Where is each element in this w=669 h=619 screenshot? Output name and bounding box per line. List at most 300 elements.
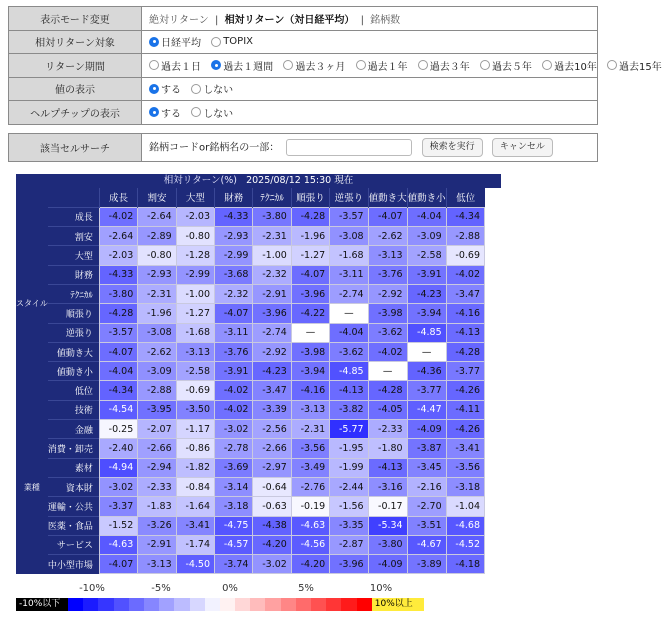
heatmap-cell[interactable]: -3.35 [330,516,368,535]
heatmap-cell[interactable]: -4.02 [99,207,137,226]
heatmap-cell[interactable]: -2.31 [253,227,291,246]
heatmap-cell[interactable]: -4.75 [215,516,253,535]
radio-label: 過去１年 [367,61,408,73]
legend-ticks [16,583,436,596]
heatmap-row [16,458,485,477]
radio-option-3y[interactable] [418,58,470,73]
heatmap-cell[interactable]: -3.62 [330,342,368,361]
heatmap-cell[interactable]: -2.56 [253,420,291,439]
heatmap-cell[interactable]: -1.52 [99,516,137,535]
heatmap-row [16,246,485,265]
legend-tick-label: 5% [298,583,314,594]
heatmap-group-label: スタイル [16,207,48,400]
radio-icon[interactable] [191,84,201,94]
separator: | [360,14,364,26]
heatmap-cell[interactable]: -2.94 [138,458,176,477]
heatmap-cell[interactable]: -3.94 [407,304,446,323]
legend-color-segment [341,598,356,611]
heatmap-cell[interactable]: -4.38 [253,516,291,535]
heatmap-cell[interactable]: -4.07 [291,265,329,284]
heatmap-cell[interactable]: -4.36 [407,362,446,381]
heatmap-cell[interactable]: -2.74 [330,284,368,303]
radio-icon[interactable] [211,37,221,47]
heatmap-row-label: 資本財 [48,477,100,496]
heatmap-cell[interactable]: -4.50 [176,555,214,574]
heatmap-row-label: 技術 [48,400,100,419]
heatmap-row-label: 割安 [48,227,100,246]
heatmap-cell[interactable]: -2.99 [215,246,253,265]
heatmap-cell[interactable]: -5.77 [330,420,368,439]
heatmap-cell[interactable]: -1.80 [368,439,407,458]
link-absolute-return[interactable]: 絶対リターン [149,14,209,26]
heatmap-cell[interactable]: -2.88 [446,227,484,246]
heatmap-cell[interactable]: -4.47 [407,400,446,419]
heatmap-row [16,342,485,361]
heatmap-cell[interactable]: -1.68 [176,323,214,342]
heatmap-cell[interactable]: -4.07 [368,207,407,226]
heatmap-cell[interactable]: -4.05 [368,400,407,419]
radio-icon[interactable] [418,60,428,70]
heatmap-table [16,188,485,574]
heatmap-row-label: 大型 [48,246,100,265]
heatmap-cell[interactable]: -2.70 [407,497,446,516]
heatmap-cell[interactable]: -1.96 [291,227,329,246]
search-controls [142,134,598,162]
search-label: 該当セルサーチ [9,134,142,162]
heatmap-cell[interactable]: -2.66 [138,439,176,458]
heatmap-cell[interactable]: -3.26 [138,516,176,535]
heatmap-cell[interactable]: -2.64 [138,207,176,226]
link-relative-return[interactable]: 相対リターン（対日経平均） [224,14,355,26]
radio-selected-icon[interactable] [149,107,159,117]
heatmap-row-label: サービス [48,535,100,554]
heatmap-cell[interactable]: -4.34 [446,207,484,226]
heatmap-cell[interactable]: -2.89 [138,227,176,246]
heatmap-cell[interactable]: -3.09 [407,227,446,246]
heatmap-cell[interactable]: -3.74 [215,555,253,574]
heatmap-row-label: 医薬・食品 [48,516,100,535]
heatmap-cell[interactable]: -4.09 [368,555,407,574]
heatmap-cell[interactable]: -4.28 [99,304,137,323]
heatmap-cell[interactable]: -4.16 [446,304,484,323]
heatmap-cell[interactable]: -4.85 [330,362,368,381]
heatmap-cell[interactable]: -1.00 [176,284,214,303]
radio-icon[interactable] [607,60,617,70]
heatmap-cell[interactable]: -2.44 [330,477,368,496]
heatmap-cell[interactable]: -3.41 [446,439,484,458]
heatmap-cell[interactable]: -2.91 [138,535,176,554]
radio-icon[interactable] [356,60,366,70]
radio-label: 過去３ヶ月 [295,61,346,73]
heatmap-cell[interactable]: -4.67 [407,535,446,554]
heatmap-cell[interactable]: -3.91 [215,362,253,381]
legend-tick-label: -10% [79,583,105,594]
heatmap-row-label: 消費・卸売 [48,439,100,458]
radio-option-show-no[interactable] [191,81,233,96]
display-mode-options [142,7,598,31]
heatmap-cell[interactable]: -4.02 [215,381,253,400]
radio-option-1w[interactable] [211,58,273,73]
heatmap-cell[interactable]: -1.00 [253,246,291,265]
heatmap-cell[interactable]: -4.02 [446,265,484,284]
heatmap-column-header: 割安 [138,188,176,207]
heatmap-row [16,362,485,381]
heatmap-column-header: 値動き大 [368,188,407,207]
heatmap-cell[interactable]: -0.80 [138,246,176,265]
heatmap-cell[interactable]: -3.49 [291,458,329,477]
legend-color-segment [83,598,98,611]
heatmap-column-header: 値動き小 [407,188,446,207]
heatmap-cell[interactable]: -3.87 [407,439,446,458]
heatmap-cell[interactable]: -3.08 [330,227,368,246]
heatmap-cell[interactable]: -4.23 [253,362,291,381]
heatmap-cell[interactable]: -2.31 [138,284,176,303]
heatmap-cell[interactable]: -2.33 [138,477,176,496]
heatmap-cell[interactable]: -4.07 [215,304,253,323]
heatmap-cell[interactable]: -3.77 [446,362,484,381]
heatmap-cell[interactable]: -3.51 [407,516,446,535]
heatmap-header-row [16,188,485,207]
heatmap-cell[interactable]: -2.62 [138,342,176,361]
heatmap-cell[interactable]: -4.34 [99,381,137,400]
search-prompt: 銘柄コードor銘柄名の一部： [149,142,280,154]
heatmap-cell[interactable]: -4.04 [99,362,137,381]
heatmap-cell[interactable]: -2.33 [368,420,407,439]
heatmap-row-label: 値動き小 [48,362,100,381]
heatmap-cell[interactable]: — [407,342,446,361]
heatmap-cell[interactable]: -2.03 [99,246,137,265]
radio-icon[interactable] [480,60,490,70]
heatmap-cell[interactable]: -3.69 [215,458,253,477]
heatmap-cell[interactable]: -4.09 [407,420,446,439]
heatmap-cell[interactable]: -4.02 [368,342,407,361]
heatmap-column-header: 大型 [176,188,214,207]
heatmap-cell[interactable]: -2.62 [368,227,407,246]
heatmap-cell[interactable]: -2.88 [138,381,176,400]
heatmap-cell[interactable]: -2.91 [253,284,291,303]
heatmap-cell[interactable]: — [368,362,407,381]
heatmap-title-bar [16,174,501,188]
heatmap-cell[interactable]: -4.04 [330,323,368,342]
heatmap-column-header: 財務 [215,188,253,207]
heatmap-cell[interactable]: -1.28 [176,246,214,265]
show-values-options [142,77,598,101]
heatmap-cell[interactable]: -2.93 [138,265,176,284]
heatmap-cell[interactable]: -2.97 [253,458,291,477]
heatmap-cell[interactable]: -1.17 [176,420,214,439]
heatmap-cell[interactable]: -4.94 [99,458,137,477]
legend-color-segment [144,598,159,611]
radio-option-1d[interactable] [149,58,201,73]
heatmap-cell[interactable]: -2.92 [253,342,291,361]
heatmap-cell[interactable]: -3.80 [99,284,137,303]
heatmap-cell[interactable]: -4.16 [291,381,329,400]
heatmap-cell[interactable]: -3.08 [138,323,176,342]
heatmap-cell[interactable]: -2.16 [407,477,446,496]
heatmap-cell[interactable]: -0.64 [253,477,291,496]
heatmap-cell[interactable]: -2.78 [215,439,253,458]
heatmap-cell[interactable]: -4.57 [215,535,253,554]
heatmap-cell[interactable]: -4.28 [446,342,484,361]
heatmap-cell[interactable]: -1.96 [138,304,176,323]
heatmap-cell[interactable]: -3.91 [407,265,446,284]
radio-option-help-no[interactable] [191,105,233,120]
heatmap-row [16,497,485,516]
heatmap-cell[interactable]: -4.13 [446,323,484,342]
heatmap-cell[interactable]: -2.58 [407,246,446,265]
heatmap-cell[interactable]: -1.83 [138,497,176,516]
heatmap-cell[interactable]: -2.32 [215,284,253,303]
heatmap-cell[interactable]: -4.13 [330,381,368,400]
heatmap-cell[interactable]: -4.20 [253,535,291,554]
radio-label: 過去10年 [554,61,597,73]
legend-tick-label: 0% [222,583,238,594]
radio-option-3m[interactable] [283,58,345,73]
heatmap-cell[interactable]: -3.18 [215,497,253,516]
heatmap-cell[interactable]: -3.39 [253,400,291,419]
heatmap-cell[interactable]: -2.92 [368,284,407,303]
heatmap-cell[interactable]: -3.95 [138,400,176,419]
heatmap-cell[interactable]: -4.52 [446,535,484,554]
heatmap-cell[interactable]: -4.28 [368,381,407,400]
heatmap-cell[interactable]: -0.25 [99,420,137,439]
separator: | [215,14,219,26]
heatmap-cell[interactable]: -3.13 [368,246,407,265]
radio-icon[interactable] [542,60,552,70]
heatmap-cell[interactable]: -4.68 [446,516,484,535]
legend-color-segment [174,598,189,611]
heatmap-row [16,516,485,535]
heatmap-cell[interactable]: -2.93 [215,227,253,246]
legend-color-segment [250,598,265,611]
heatmap-cell[interactable]: -3.57 [99,323,137,342]
heatmap-cell[interactable]: -1.74 [176,535,214,554]
legend-color-segment [190,598,205,611]
heatmap-row [16,439,485,458]
radio-label: 過去５年 [491,61,532,73]
heatmap-cell[interactable]: -0.17 [368,497,407,516]
heatmap-column-header: 成長 [99,188,137,207]
legend-tick-label: 10% [369,583,393,594]
heatmap-cell[interactable]: -3.68 [215,265,253,284]
legend-color-segment [220,598,235,611]
heatmap-cell[interactable]: -0.84 [176,477,214,496]
heatmap-cell[interactable]: -4.07 [99,555,137,574]
heatmap-cell[interactable]: -3.02 [99,477,137,496]
heatmap-cell[interactable]: -3.02 [253,555,291,574]
radio-selected-icon[interactable] [149,37,159,47]
radio-selected-icon[interactable] [211,60,221,70]
heatmap-cell[interactable]: -4.02 [215,400,253,419]
radio-option-1y[interactable] [356,58,408,73]
heatmap-cell[interactable]: -2.40 [99,439,137,458]
heatmap-cell[interactable]: -4.33 [99,265,137,284]
heatmap-cell[interactable]: -2.74 [253,323,291,342]
heatmap-cell[interactable]: -4.26 [446,381,484,400]
heatmap-cell[interactable]: -2.31 [291,420,329,439]
heatmap-cell[interactable]: -4.56 [291,535,329,554]
radio-option-topix[interactable] [211,36,253,47]
heatmap-cell[interactable]: -2.66 [253,439,291,458]
radio-label: 過去１日 [161,61,201,73]
heatmap-row [16,284,485,303]
heatmap-cell[interactable]: -0.80 [176,227,214,246]
heatmap-row-label: 値動き大 [48,342,100,361]
settings-label-display-mode: 表示モード変更 [9,7,142,31]
radio-option-nikkei[interactable] [149,34,201,49]
heatmap-cell[interactable]: — [330,304,368,323]
heatmap-cell[interactable]: -4.63 [99,535,137,554]
radio-icon[interactable] [283,60,293,70]
heatmap-cell[interactable]: -1.27 [291,246,329,265]
radio-label: 過去15年 [619,61,662,73]
radio-icon[interactable] [191,107,201,117]
heatmap-cell[interactable]: -4.07 [99,342,137,361]
heatmap-cell[interactable]: -1.04 [446,497,484,516]
heatmap-cell[interactable]: -2.32 [253,265,291,284]
legend-color-segment [235,598,250,611]
radio-option-15y[interactable] [607,58,662,73]
radio-label: 過去１週間 [223,61,274,73]
heatmap-cell[interactable]: -3.11 [330,265,368,284]
heatmap-cell[interactable]: -2.87 [330,535,368,554]
radio-label: 日経平均 [161,38,201,49]
heatmap-cell[interactable]: -2.58 [176,362,214,381]
heatmap-cell[interactable]: -1.99 [330,458,368,477]
radio-icon[interactable] [149,60,159,70]
heatmap-cell[interactable]: -3.98 [368,304,407,323]
radio-label: しない [203,108,234,120]
heatmap-row [16,265,485,284]
heatmap-cell[interactable]: -2.07 [138,420,176,439]
heatmap-cell[interactable]: -0.63 [253,497,291,516]
legend-color-segment [296,598,311,611]
cancel-button[interactable]: キャンセル [492,138,553,157]
heatmap-cell[interactable]: -4.28 [291,207,329,226]
heatmap-cell[interactable]: -4.33 [215,207,253,226]
heatmap-cell[interactable]: -3.09 [138,362,176,381]
heatmap-cell[interactable]: -1.95 [330,439,368,458]
heatmap-cell[interactable]: -4.22 [291,304,329,323]
heatmap-cell[interactable]: -4.54 [99,400,137,419]
heatmap-cell[interactable]: -4.26 [446,420,484,439]
heatmap-cell[interactable]: -3.57 [330,207,368,226]
heatmap-cell[interactable]: -3.82 [330,400,368,419]
heatmap-cell[interactable]: -3.96 [253,304,291,323]
heatmap-cell[interactable]: -3.76 [368,265,407,284]
heatmap-cell[interactable]: -3.16 [368,477,407,496]
heatmap-corner [16,188,99,207]
heatmap-cell[interactable]: -3.18 [446,477,484,496]
heatmap-cell[interactable]: -3.41 [176,516,214,535]
radio-option-show-yes[interactable] [149,81,181,96]
heatmap-cell[interactable]: -0.86 [176,439,214,458]
heatmap-cell[interactable]: -3.02 [215,420,253,439]
heatmap-cell[interactable]: -4.63 [291,516,329,535]
heatmap-cell[interactable]: -1.56 [330,497,368,516]
heatmap-row-label: 財務 [48,265,100,284]
heatmap-cell[interactable]: -3.77 [407,381,446,400]
search-input[interactable] [286,139,412,156]
heatmap-row [16,304,485,323]
heatmap-cell[interactable]: -1.27 [176,304,214,323]
legend-color-segment [357,598,372,611]
heatmap-row-label: 金融 [48,420,100,439]
legend-high-label: 10%以上 [372,598,424,611]
heatmap-row-label: 順張り [48,304,100,323]
heatmap-cell[interactable]: -0.69 [446,246,484,265]
heatmap-cell[interactable]: -3.50 [176,400,214,419]
heatmap-cell[interactable]: -3.14 [215,477,253,496]
heatmap-cell[interactable]: -3.13 [291,400,329,419]
radio-option-10y[interactable] [542,58,597,73]
heatmap-cell[interactable]: -1.82 [176,458,214,477]
heatmap-cell[interactable]: -1.64 [176,497,214,516]
heatmap-cell[interactable]: -3.89 [407,555,446,574]
heatmap-cell[interactable]: — [291,323,329,342]
heatmap-cell[interactable]: -3.11 [215,323,253,342]
heatmap-cell[interactable]: -4.23 [407,284,446,303]
settings-label-help-chip: ヘルプチップの表示 [9,101,142,125]
heatmap-cell[interactable]: -3.37 [99,497,137,516]
heatmap-cell[interactable]: -0.19 [291,497,329,516]
heatmap-cell[interactable]: -3.13 [138,555,176,574]
heatmap-cell[interactable]: -3.80 [368,535,407,554]
radio-option-5y[interactable] [480,58,532,73]
heatmap-cell[interactable]: -4.20 [291,555,329,574]
radio-label: する [161,85,181,96]
heatmap-cell[interactable]: -3.56 [291,439,329,458]
heatmap-cell[interactable]: -5.34 [368,516,407,535]
heatmap-cell[interactable]: -3.96 [291,284,329,303]
heatmap-cell[interactable]: -3.98 [291,342,329,361]
heatmap-cell[interactable]: -4.85 [407,323,446,342]
heatmap-cell[interactable]: -1.68 [330,246,368,265]
heatmap-cell[interactable]: -3.76 [215,342,253,361]
heatmap-cell[interactable]: -2.64 [99,227,137,246]
heatmap-cell[interactable]: -2.76 [291,477,329,496]
legend-color-segment [114,598,129,611]
heatmap-cell[interactable]: -4.18 [446,555,484,574]
return-period-options [142,54,662,78]
radio-label: TOPIX [223,36,253,47]
heatmap-cell[interactable]: -2.99 [176,265,214,284]
heatmap-cell[interactable]: -4.13 [368,458,407,477]
heatmap-cell[interactable]: -3.62 [368,323,407,342]
heatmap-row [16,227,485,246]
legend-color-segment [311,598,326,611]
relative-target-options [142,30,598,54]
radio-selected-icon[interactable] [149,84,159,94]
heatmap-cell[interactable]: -2.03 [176,207,214,226]
legend-color-segment [265,598,280,611]
heatmap-cell[interactable]: -3.80 [253,207,291,226]
heatmap-cell[interactable]: -3.47 [253,381,291,400]
heatmap-cell[interactable]: -3.45 [407,458,446,477]
link-stock-count[interactable]: 銘柄数 [370,14,401,26]
heatmap-cell[interactable]: -3.96 [330,555,368,574]
heatmap-cell[interactable]: -0.69 [176,381,214,400]
heatmap-cell[interactable]: -3.13 [176,342,214,361]
radio-option-help-yes[interactable] [149,105,181,120]
heatmap-cell[interactable]: -3.94 [291,362,329,381]
heatmap-cell[interactable]: -4.11 [446,400,484,419]
heatmap-cell[interactable]: -4.04 [407,207,446,226]
run-search-button[interactable]: 検索を実行 [422,138,483,157]
heatmap-group-label: 業種 [16,400,48,574]
heatmap-cell[interactable]: -3.47 [446,284,484,303]
heatmap-cell[interactable]: -3.56 [446,458,484,477]
